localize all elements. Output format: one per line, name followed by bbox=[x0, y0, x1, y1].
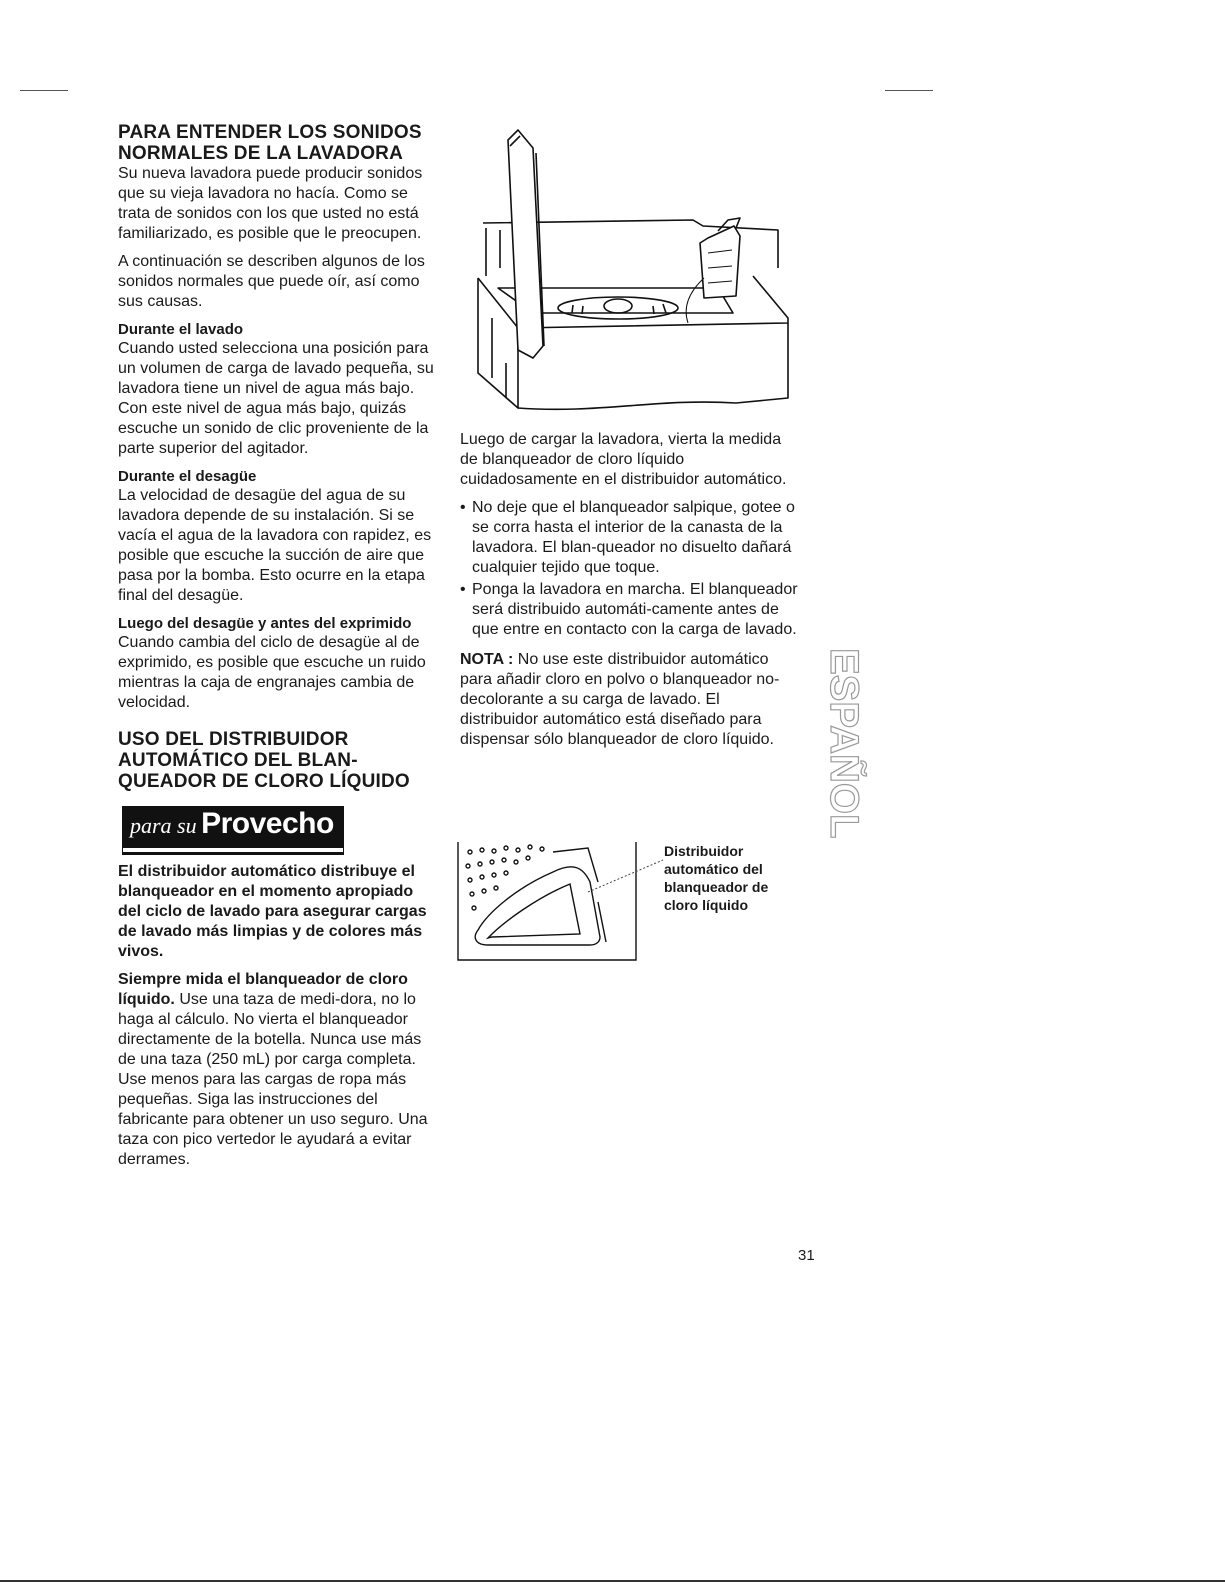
washing-paragraph: Cuando usted selecciona una posición para un volumen de carga de lavado pequeña, su lavadora tiene un nivel de agua más bajo. Con este nivel de agua más bajo, quizás escuche un sonido de clic proveniente de la parte superior del agitador. bbox=[118, 340, 434, 457]
washer-pouring-illustration bbox=[478, 118, 798, 422]
intro-paragraph-2: A continuación se describen algunos de los sonidos normales que puede oír, así como sus causas. bbox=[118, 253, 425, 310]
bullet-item-2: • Ponga la lavadora en marcha. El blanqueador será distribuido automáti-camente antes de que entre en contacto con la carga de lavado. bbox=[460, 580, 800, 640]
top-left-rule bbox=[20, 90, 68, 91]
nota-text: No use este distribuidor automático para añadir cloro en polvo o blanqueador no-decolorante a su carga de lavado. El distribuidor automático está diseñado para dispensar sólo blanqueador de cloro líquido. bbox=[460, 651, 780, 748]
right-column bbox=[460, 430, 800, 758]
measure-text: Use una taza de medi-dora, no lo haga al cálculo. No vierta el blanqueador directamente de la botella. Nunca use más de una taza (250 mL) por carga completa. Use menos para las cargas de ropa más pequeñas. Siga las instrucciones del fabricante para obtener un uso seguro. Una taza con pico vertedor le ayudará a evitar derrames. bbox=[118, 991, 428, 1168]
nota-label: NOTA : bbox=[460, 651, 514, 668]
after-drain-paragraph: Cuando cambia del ciclo de desagüe al de exprimido, es posible que escuche un ruido mientras la caja de engranajes cambia de velocidad. bbox=[118, 634, 426, 711]
subheading-after-drain: Luego del desagüe y antes del exprimido bbox=[118, 615, 412, 632]
nota-paragraph bbox=[460, 650, 790, 750]
dispenser-callout: Distribuidor automático del blanqueador de cloro líquido bbox=[664, 843, 769, 913]
top-right-rule bbox=[885, 90, 933, 91]
measure-bold: Siempre mida el blanqueador de cloro líquido. bbox=[118, 971, 408, 1008]
benefit-paragraph: El distribuidor automático distribuye el blanqueador en el momento apropiado del ciclo de lavado para asegurar cargas de lavado más limpias y de colores más vivos. bbox=[118, 863, 427, 960]
page-number: 31 bbox=[798, 1247, 815, 1264]
para-su-provecho-logo bbox=[122, 806, 344, 848]
left-column bbox=[118, 122, 440, 1178]
dispenser-illustration bbox=[458, 842, 636, 960]
heading-sounds: PARA ENTENDER LOS SONIDOS NORMALES DE LA LAVADORA bbox=[118, 122, 422, 164]
bullet-item-1: • No deje que el blanqueador salpique, gotee o se corra hasta el interior de la canasta de la lavadora. El blan-queador no disuelto dañará cualquier tejido que toque. bbox=[460, 498, 800, 578]
heading-dispenser: USO DEL DISTRIBUIDOR AUTOMÁTICO DEL BLAN-QUEADOR DE CLORO LÍQUIDO bbox=[118, 729, 410, 792]
pour-paragraph: Luego de cargar la lavadora, vierta la medida de blanqueador de cloro líquido cuidadosamente en el distribuidor automático. bbox=[460, 431, 787, 488]
logo-text-b: Provecho bbox=[201, 807, 334, 840]
draining-paragraph: La velocidad de desagüe del agua de su lavadora depende de su instalación. Si se vacía el agua de la lavadora con rapidez, es posible que escuche la succión de aire que pasa por la bomba. Esto ocurre en la etapa final del desagüe. bbox=[118, 487, 432, 604]
espanol-side-tab bbox=[800, 644, 866, 839]
subheading-draining: Durante el desagüe bbox=[118, 468, 257, 485]
subheading-washing: Durante el lavado bbox=[118, 321, 244, 338]
side-tab-text: ESPAÑOL bbox=[822, 648, 866, 839]
intro-paragraph-1: Su nueva lavadora puede producir sonidos que su vieja lavadora no hacía. Como se trata de sonidos con los que usted no está familiarizado, es posible que le preocupen. bbox=[118, 165, 423, 242]
logo-text-a: para su bbox=[130, 813, 197, 838]
bullet-list bbox=[460, 498, 800, 640]
measure-paragraph bbox=[118, 970, 440, 1170]
bottom-rule bbox=[0, 1580, 1225, 1582]
